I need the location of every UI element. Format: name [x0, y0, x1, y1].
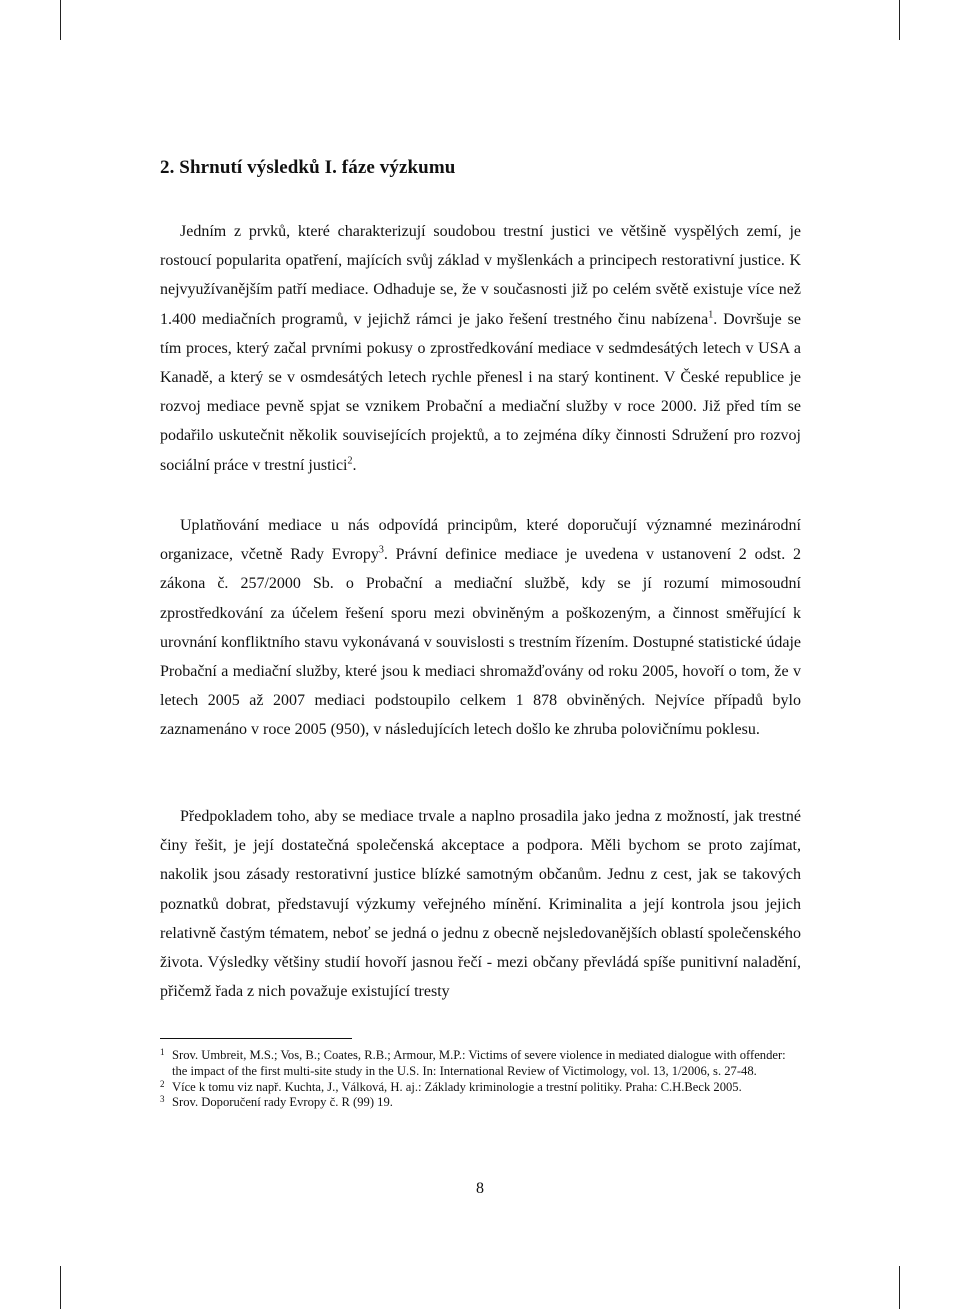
footnote-1: [160, 1048, 801, 1080]
footnote-separator: [160, 1038, 352, 1039]
paragraph-text: Jedním z prvků, které charakterizují soudobou trestní justici ve většině vyspělých zemí, je rostoucí popularita opatření, majících svůj základ v myšlenkách a principech restorativní justice. K nejvyužívanějším patří mediace. Odhaduje se, že v současnosti již po celém světě existuje více než 1.400 mediačních programů, v jejichž rámci je jako řešení trestného činu nabízena: [160, 223, 801, 328]
footnote-text: Více k tomu viz např. Kuchta, J., Válková, H. aj.: Základy kriminologie a trestní politiky. Praha: C.H.Beck 2005.: [172, 1079, 742, 1094]
paragraph-2: [160, 511, 801, 745]
paragraph-1: [160, 217, 801, 480]
footnote-reference: 1: [708, 309, 714, 321]
section-heading: 2. Shrnutí výsledků I. fáze výzkumu: [160, 157, 456, 178]
paragraph-text: Předpokladem toho, aby se mediace trvale a naplno prosadila jako jedna z možností, jak trestné činy řešit, je její dostatečná společenská akceptace a podpora. Měli bychom se proto zajímat, nakolik jsou zásady restorativní justice blízké samotným občanům. Jednu z cest, jak se takových poznatků dobrat, představují výzkumy veřejného mínění. Kriminalita a její kontrola jsou jejich relativně častým tématem, neboť se jedná o jednu z obecně nejsledovanějších oblastí společenského života. Výsledky většiny studií hovoří jasnou řečí - mezi občany převládá spíše punitivní naladění, přičemž řada z nich považuje existující tresty: [160, 808, 801, 1001]
paragraph-text: Uplatňování mediace u nás odpovídá principům, které doporučují významné mezinárodní organizace, včetně Rady Evropy: [160, 517, 801, 564]
footnote-2: [160, 1080, 801, 1096]
footnote-number: 3: [160, 1094, 165, 1105]
footnote-text: Srov. Doporučení rady Evropy č. R (99) 19.: [172, 1095, 393, 1110]
footnote-text: Srov. Umbreit, M.S.; Vos, B.; Coates, R.B.; Armour, M.P.: Victims of severe violence in mediated dialogue with offender: the impact of the first multi-site study in the U.S. In: International Review of Victimology, vol. 13, 1/2006, s. 27-48.: [172, 1048, 786, 1078]
footnote-number: 1: [160, 1047, 165, 1057]
paragraph-3: [160, 802, 801, 1006]
paragraph-text: .: [352, 456, 357, 474]
paragraph-text: . Dovršuje se tím proces, který začal prvními pokusy o zprostředkování mediace v sedmdesátých letech v USA a Kanadě, a který se v osmdesátých letech rychle přenesl i na starý kontinent. V České republice je rozvoj mediace pevně spjat se vznikem Probační a mediační služby v roce 2000. Již před tím se podařilo uskutečnit několik souvisejících projektů, a to zejména díky činnosti Sdružení pro rozvoj sociální práce v trestní justici: [160, 310, 801, 474]
crop-mark-top-left: [60, 0, 61, 40]
footnote-number: 2: [160, 1078, 165, 1089]
footnote-reference: 3: [378, 544, 384, 556]
paragraph-text: . Právní definice mediace je uvedena v ustanovení 2 odst. 2 zákona č. 257/2000 Sb. o Probační a mediační službě, kdy se jí rozumí mimosoudní zprostředkování za účelem řešení sporu mezi obviněným a poškozeným, a činnost směřující k urovnání konfliktního stavu vykonávaná v souvislosti s trestním řízením. Dostupné statistické údaje Probační a mediační služby, které jsou k mediaci shromažďovány od roku 2005, hovoří o tom, že v letech 2005 až 2007 mediaci podstoupilo celkem 1 878 obviněných. Nejvíce případů bylo zaznamenáno v roce 2005 (950), v následujících letech došlo ke zhruba polovičnímu poklesu.: [160, 546, 802, 739]
footnotes: [160, 1048, 801, 1111]
page-number: 8: [476, 1180, 484, 1197]
footnote-reference: 2: [347, 455, 353, 467]
crop-mark-bottom-right: [899, 1266, 900, 1309]
crop-mark-top-right: [899, 0, 900, 40]
crop-mark-bottom-left: [60, 1266, 61, 1309]
footnote-3: [160, 1095, 801, 1111]
